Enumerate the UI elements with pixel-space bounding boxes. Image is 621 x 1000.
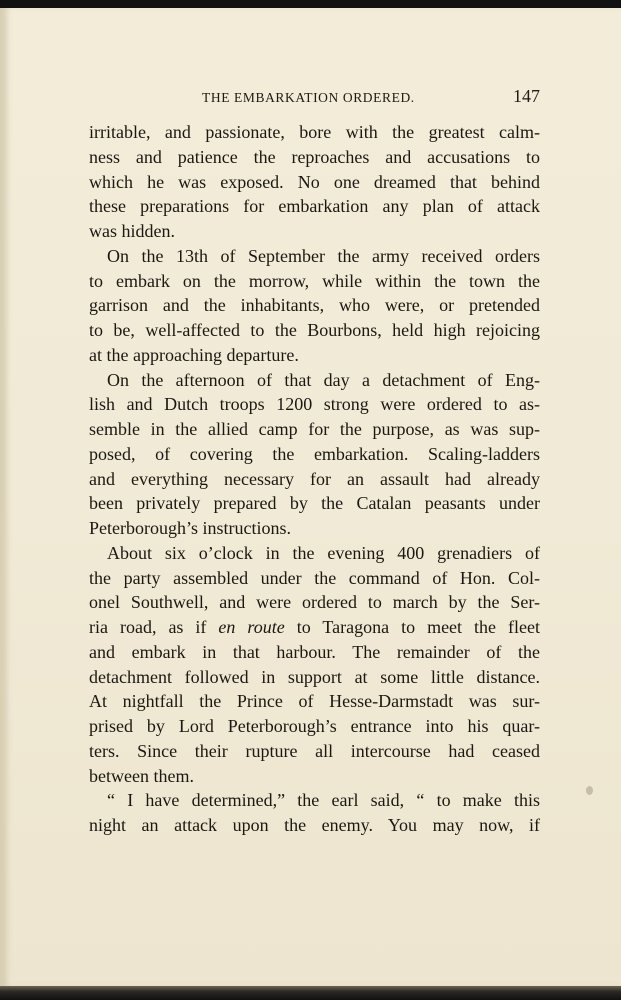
text-line: at the approaching departure.	[89, 344, 299, 365]
text-line: between them.	[89, 765, 194, 786]
text-line: the party assembled under the command of Hon. Col-	[89, 567, 540, 588]
text-line: About six o’clock in the evening 400 grenadiers of	[107, 542, 540, 563]
running-title: THE EMBARKATION ORDERED.	[202, 90, 415, 105]
text-line: prised by Lord Peterborough’s entrance into his quar-	[89, 716, 540, 736]
italic-phrase: en route	[218, 617, 285, 637]
text-line: onel Southwell, and were ordered to march by the Ser-	[89, 592, 540, 613]
text-line: was hidden.	[89, 221, 175, 241]
text-line: garrison and the inhabitants, who were, or pretended	[89, 295, 540, 316]
text-line: lish and Dutch troops 1200 strong were ordered to as-	[89, 394, 540, 415]
text-line: detachment followed in support at some little distance.	[89, 666, 540, 687]
text-line: night an attack upon the enemy. You may now, if	[89, 815, 540, 835]
text-line: and embark in that harbour. The remainder of the	[89, 641, 540, 662]
text-line: irritable, and passionate, bore with the greatest calm-	[89, 122, 540, 142]
paper-spot	[586, 786, 593, 795]
text-line: ness and patience the reproaches and accusations to	[89, 146, 540, 167]
text-line: On the afternoon of that day a detachment of Eng-	[107, 369, 540, 390]
text-line: ters. Since their rupture all intercourse had ceased	[89, 740, 540, 761]
text-line: posed, of covering the embarkation. Scaling-ladders	[89, 443, 540, 464]
running-head	[89, 84, 540, 110]
body-text	[89, 120, 540, 838]
text-line: these preparations for embarkation any plan of attack	[89, 196, 540, 217]
text-line: On the 13th of September the army received orders	[107, 245, 540, 266]
text-run: ria road, as if	[89, 617, 219, 637]
text-line: “ I have determined,” the earl said, “ to make this	[107, 790, 540, 811]
text-line: been privately prepared by the Catalan peasants under	[89, 493, 540, 514]
text-line	[89, 615, 540, 640]
scan-bottom-edge	[0, 986, 621, 1000]
text-line: Peterborough’s instructions.	[89, 518, 291, 538]
text-line: to embark on the morrow, while within the town the	[89, 270, 540, 291]
page-number: 147	[513, 86, 540, 106]
page-gutter-shadow	[0, 8, 10, 986]
scan-top-edge	[0, 0, 621, 8]
text-run: to Taragona to meet the fleet	[284, 617, 540, 637]
text-line: to be, well-affected to the Bourbons, held high rejoicing	[89, 320, 540, 340]
text-line: which he was exposed. No one dreamed that behind	[89, 171, 540, 192]
text-line: and everything necessary for an assault had already	[89, 468, 540, 489]
text-line: At nightfall the Prince of Hesse-Darmstadt was sur-	[89, 691, 540, 712]
text-line: semble in the allied camp for the purpose, as was sup-	[89, 419, 540, 439]
